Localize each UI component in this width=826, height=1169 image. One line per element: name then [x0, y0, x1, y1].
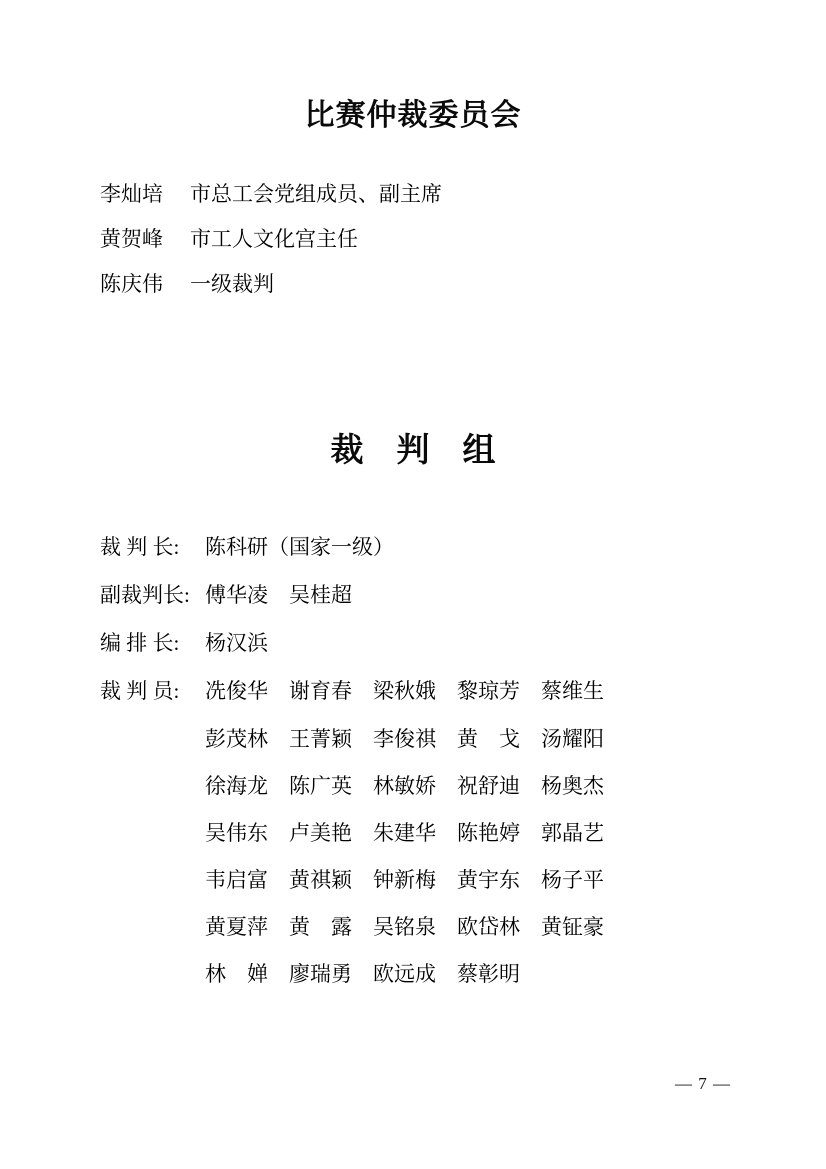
- referee-row: [205, 761, 605, 808]
- referee-row: [205, 949, 605, 996]
- referee-group-roster: [100, 522, 605, 996]
- referee-name: 朱建华: [373, 820, 436, 845]
- chief-referee-value: 陈科研（国家一级）: [205, 535, 394, 559]
- referee-name: 林敏娇: [373, 773, 436, 798]
- referee-name: 王菁颖: [289, 726, 352, 751]
- referee-group-title: 裁 判 组: [330, 433, 496, 469]
- referee-name: 黄宇东: [457, 867, 520, 892]
- member-name: 陈庆伟: [100, 271, 163, 296]
- referee-name: 李俊祺: [373, 726, 436, 751]
- referees-line: [100, 666, 605, 714]
- arbitration-committee-title: 比赛仲裁委员会: [304, 99, 522, 132]
- referee-name: 杨奥杰: [541, 773, 604, 798]
- chief-referee-label: 裁 判 长:: [100, 535, 180, 559]
- referee-name: 黄 露: [289, 914, 352, 939]
- referee-name: 欧远成: [373, 961, 436, 986]
- deputy-referee-line: [100, 570, 605, 618]
- referee-name: 吴铭泉: [373, 914, 436, 939]
- scheduler-line: [100, 618, 605, 666]
- referee-name: 郭晶艺: [541, 820, 604, 845]
- member-role: 一级裁判: [190, 271, 274, 296]
- referee-name: 彭茂林: [205, 726, 268, 751]
- referee-row: [205, 675, 605, 705]
- page-number: — 7 —: [675, 1074, 731, 1093]
- referee-name: 徐海龙: [205, 773, 268, 798]
- referee-name: 黄夏萍: [205, 914, 268, 939]
- referee-row: [205, 808, 605, 855]
- referee-name: 陈艳婷: [457, 820, 520, 845]
- referee-name: 杨子平: [541, 867, 604, 892]
- referee-row: [205, 714, 605, 761]
- arbitration-members-list: [100, 170, 442, 305]
- member-line: [100, 170, 442, 215]
- referee-name: 汤耀阳: [541, 726, 604, 751]
- referee-name: 韦启富: [205, 867, 268, 892]
- scheduler-label: 编 排 长:: [100, 631, 180, 655]
- referee-name: 梁秋娥: [373, 679, 436, 703]
- referee-name: 祝舒迪: [457, 773, 520, 798]
- referee-name: 欧岱林: [457, 914, 520, 939]
- member-line: [100, 260, 442, 305]
- chief-referee-line: [100, 522, 605, 570]
- referee-name: 蔡维生: [541, 679, 604, 703]
- referee-name: 陈广英: [289, 773, 352, 798]
- referee-name: 林 婵: [205, 961, 268, 986]
- referee-name: 黄 戈: [457, 726, 520, 751]
- referee-name: 冼俊华: [205, 679, 268, 703]
- referee-name: 谢育春: [289, 679, 352, 703]
- member-role: 市总工会党组成员、副主席: [190, 181, 442, 206]
- member-line: [100, 215, 442, 260]
- referees-label: 裁 判 员:: [100, 679, 180, 703]
- referee-name: 吴伟东: [205, 820, 268, 845]
- referee-row: [205, 902, 605, 949]
- member-name: 李灿培: [100, 181, 163, 206]
- member-role: 市工人文化宫主任: [190, 226, 358, 251]
- referee-name: 黎琼芳: [457, 679, 520, 703]
- referee-name: 黄祺颖: [289, 867, 352, 892]
- referee-name: 廖瑞勇: [289, 961, 352, 986]
- referee-row: [205, 855, 605, 902]
- scheduler-value: 杨汉浜: [205, 631, 268, 655]
- referee-name: 黄钲豪: [541, 914, 604, 939]
- deputy-referee-value: 傅华凌 吴桂超: [205, 583, 352, 607]
- member-name: 黄贺峰: [100, 226, 163, 251]
- deputy-referee-label: 副裁判长:: [100, 583, 190, 607]
- referee-name: 钟新梅: [373, 867, 436, 892]
- referee-name: 卢美艳: [289, 820, 352, 845]
- referee-name: 蔡彰明: [457, 961, 520, 986]
